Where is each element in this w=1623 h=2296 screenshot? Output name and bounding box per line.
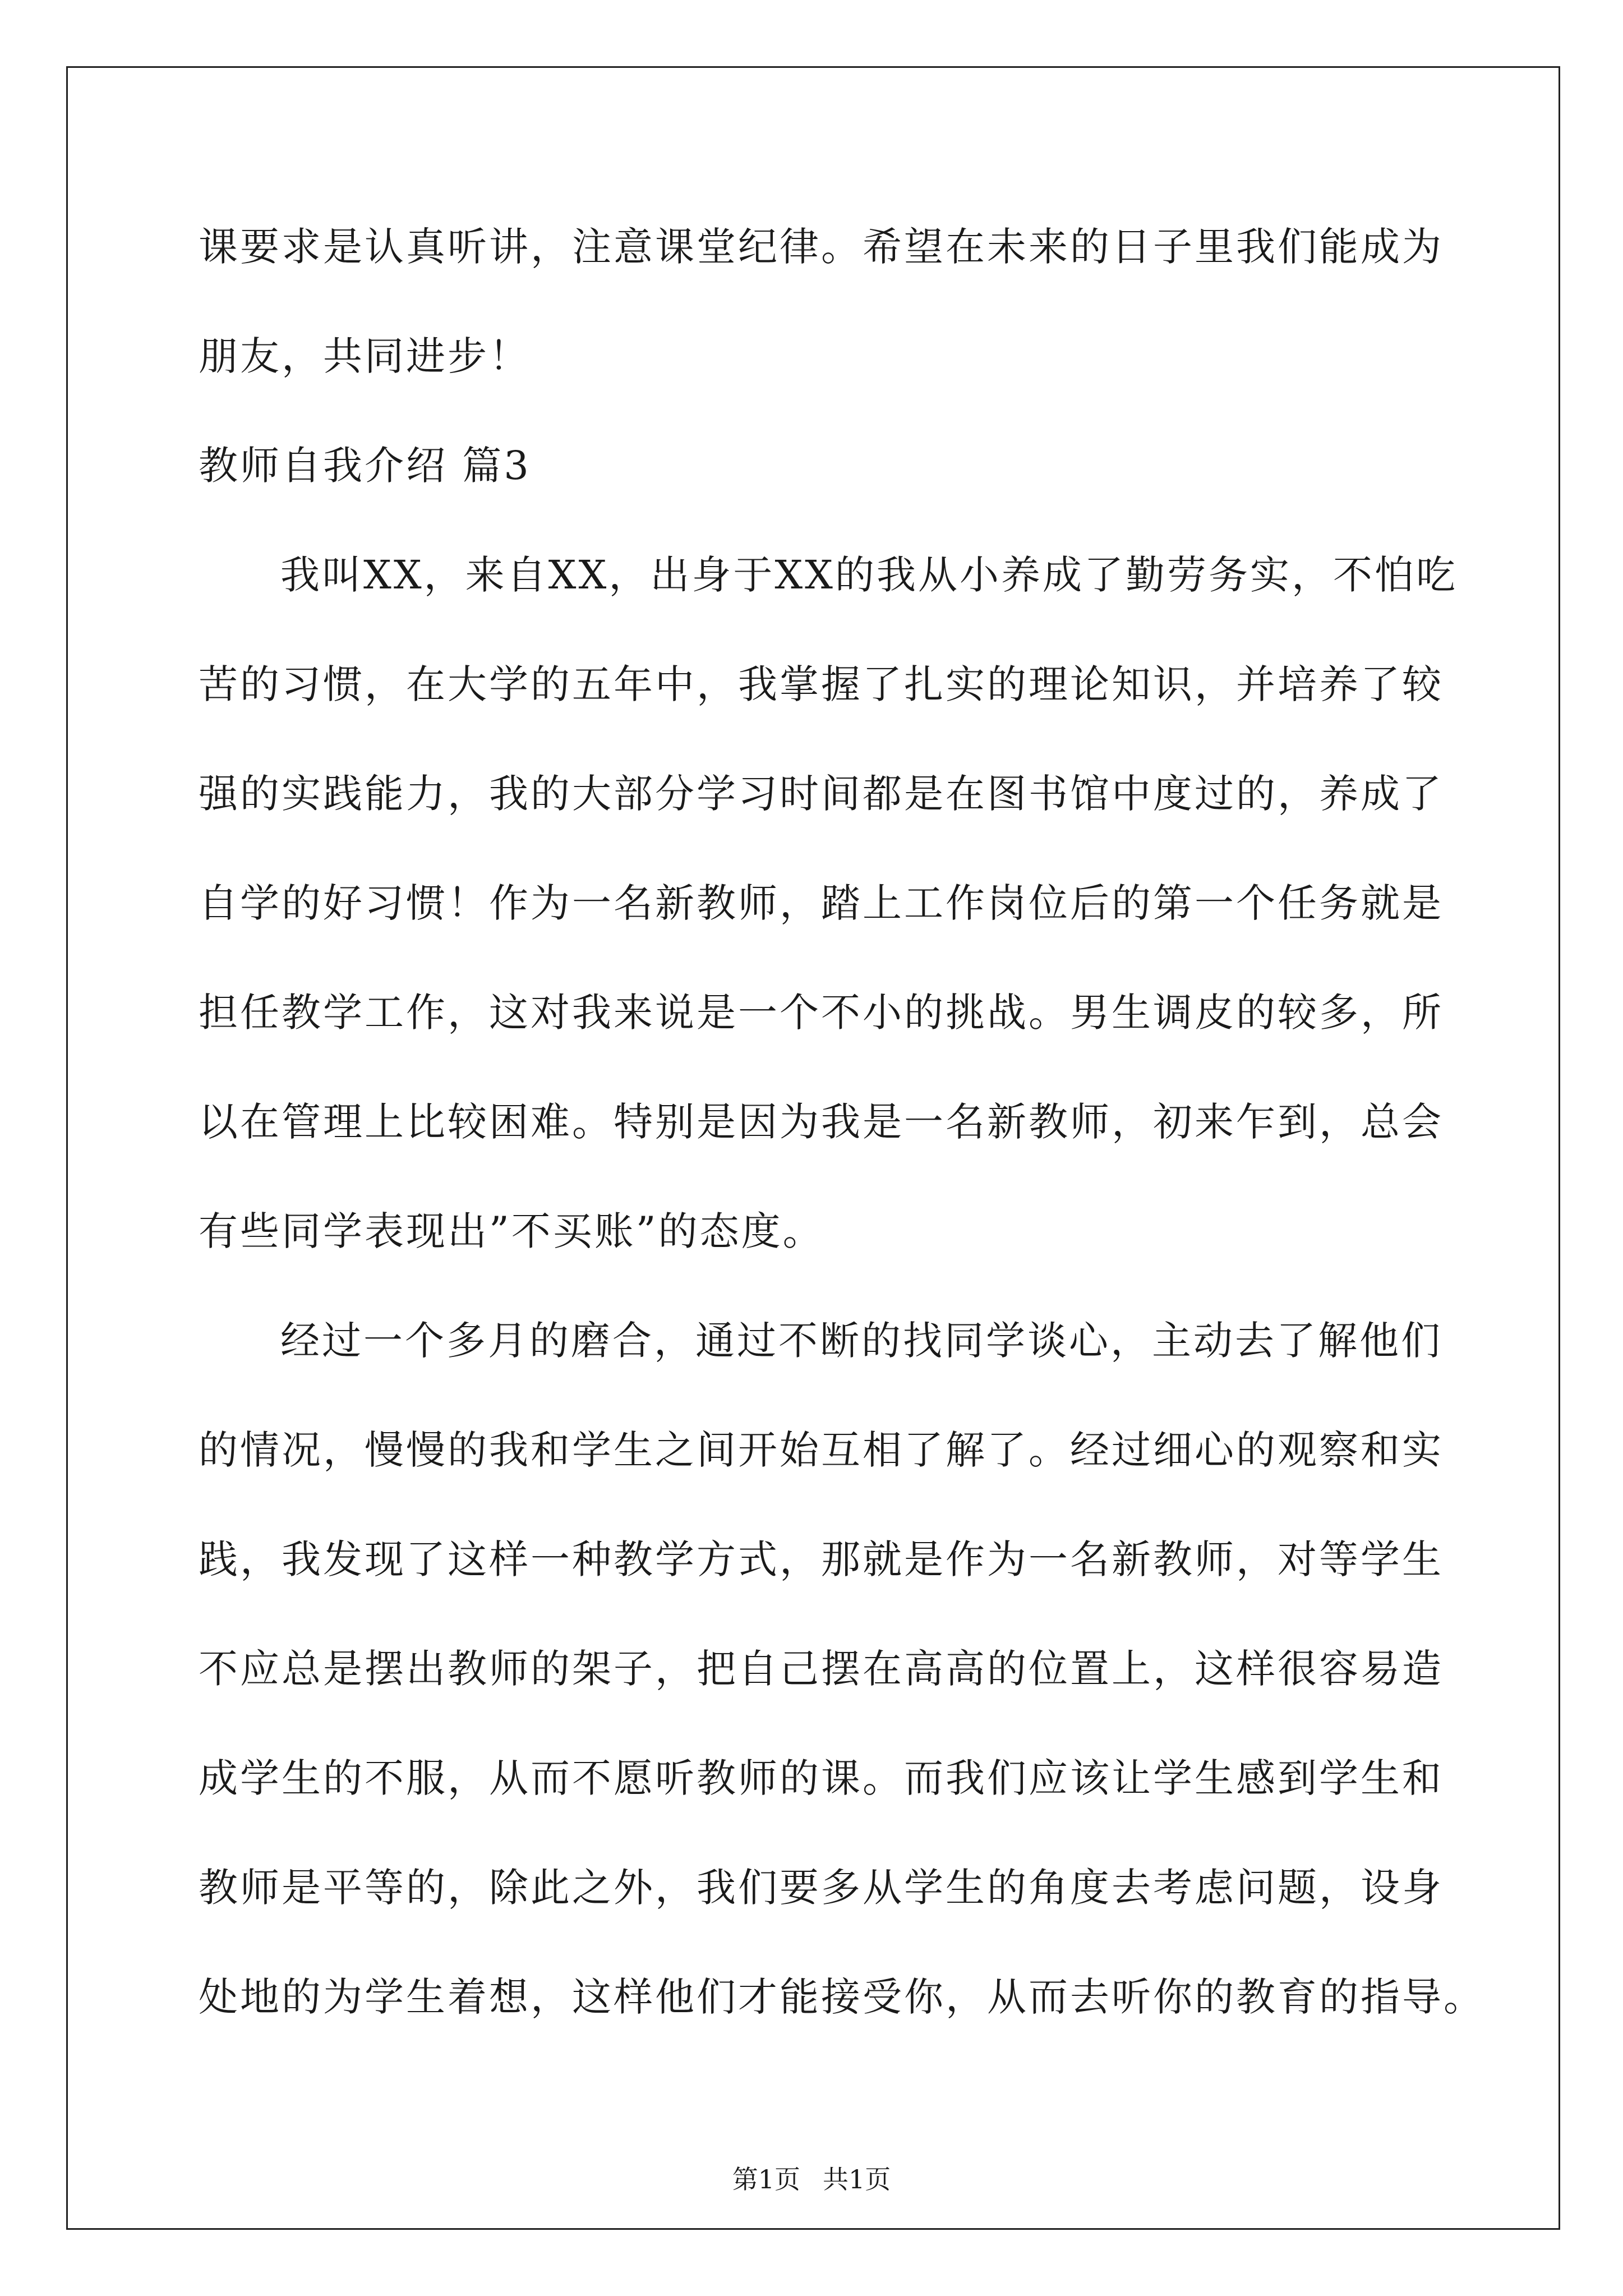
text-line: 课要求是认真听讲，注意课堂纪律。希望在未来的日子里我们能成为 <box>199 224 1444 270</box>
section-heading: 教师自我介绍 篇3 <box>199 443 531 489</box>
text-line: 成学生的不服，从而不愿听教师的课。而我们应该让学生感到学生和 <box>199 1755 1444 1801</box>
text-line: 朋友，共同进步！ <box>199 333 531 379</box>
text-line: 的情况，慢慢的我和学生之间开始互相了解了。经过细心的观察和实 <box>199 1427 1444 1473</box>
text-line: 担任教学工作，这对我来说是一个不小的挑战。男生调皮的较多，所 <box>199 990 1444 1036</box>
text-line: 有些同学表现出”不买账”的态度。 <box>199 1208 824 1254</box>
text-line: 自学的好习惯！作为一名新教师，踏上工作岗位后的第一个任务就是 <box>199 880 1444 926</box>
text-line: 经过一个多月的磨合，通过不断的找同学谈心，主动去了解他们 <box>280 1318 1442 1364</box>
text-line: 教师是平等的，除此之外，我们要多从学生的角度去考虑问题，设身 <box>199 1865 1444 1911</box>
text-line: 践，我发现了这样一种教学方式，那就是作为一名新教师，对等学生 <box>199 1536 1444 1582</box>
text-line: 苦的习惯，在大学的五年中，我掌握了扎实的理论知识，并培养了较 <box>199 661 1444 707</box>
text-line: 我叫XX，来自XX，出身于XX的我从小养成了勤劳务实，不怕吃 <box>280 552 1458 598</box>
page-number-total: 共1页 <box>823 2164 891 2194</box>
text-line: 不应总是摆出教师的架子，把自己摆在高高的位置上，这样很容易造 <box>199 1646 1444 1692</box>
text-line: 以在管理上比较困难。特别是因为我是一名新教师，初来乍到，总会 <box>199 1099 1444 1145</box>
page-footer <box>0 2162 1623 2196</box>
page-number-current: 第1页 <box>732 2164 800 2194</box>
text-line: 强的实践能力，我的大部分学习时间都是在图书馆中度过的，养成了 <box>199 771 1444 817</box>
text-line: 处地的为学生着想，这样他们才能接受你，从而去听你的教育的指导。 <box>199 1974 1485 2020</box>
